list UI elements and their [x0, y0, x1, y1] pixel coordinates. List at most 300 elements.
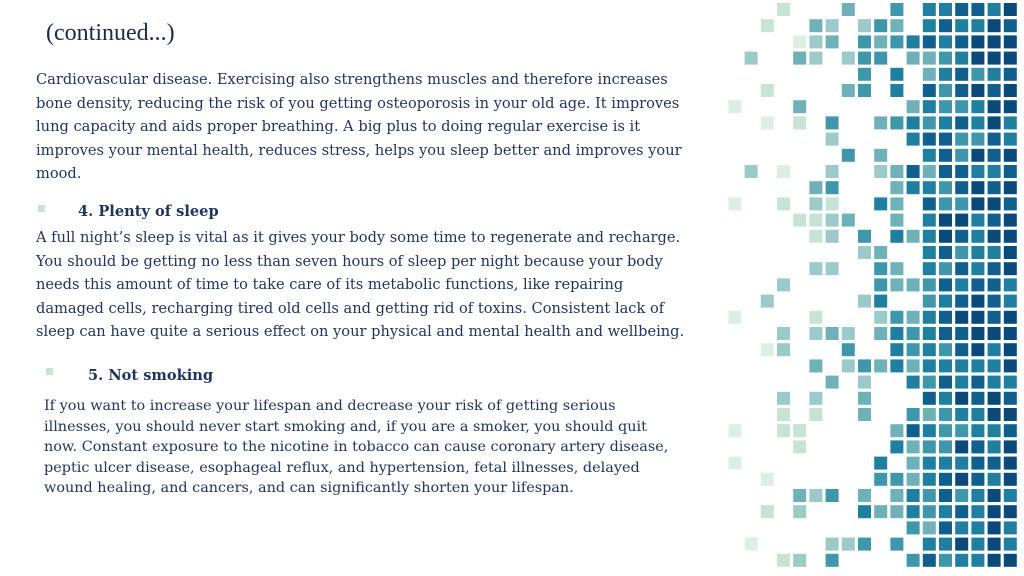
mosaic-tile: [826, 489, 839, 502]
mosaic-tile: [1004, 3, 1017, 16]
mosaic-tile: [907, 100, 920, 113]
mosaic-tile: [1004, 521, 1017, 534]
mosaic-tile: [761, 19, 774, 32]
mosaic-tile: [890, 116, 903, 129]
mosaic-tile: [874, 359, 887, 372]
mosaic-tile: [939, 408, 952, 421]
mosaic-tile: [761, 505, 774, 518]
mosaic-tile: [745, 538, 758, 551]
mosaic-tile: [1004, 538, 1017, 551]
mosaic-tile: [826, 165, 839, 178]
mosaic-tile: [971, 165, 984, 178]
mosaic-tile: [890, 424, 903, 437]
mosaic-tile: [890, 19, 903, 32]
mosaic-tile: [728, 100, 741, 113]
mosaic-tile: [923, 230, 936, 243]
mosaic-tile: [809, 392, 822, 405]
mosaic-tile: [1004, 68, 1017, 81]
mosaic-tile: [907, 376, 920, 389]
mosaic-tile: [793, 100, 806, 113]
mosaic-tile: [907, 554, 920, 567]
mosaic-tile: [809, 19, 822, 32]
mosaic-tile: [939, 165, 952, 178]
mosaic-tile: [955, 505, 968, 518]
mosaic-tile: [939, 181, 952, 194]
mosaic-tile: [955, 457, 968, 470]
mosaic-tile: [761, 84, 774, 97]
mosaic-tile: [1004, 52, 1017, 65]
mosaic-tile: [955, 84, 968, 97]
mosaic-tile: [1004, 84, 1017, 97]
mosaic-tile: [826, 197, 839, 210]
mosaic-tile: [988, 3, 1001, 16]
mosaic-tile: [793, 554, 806, 567]
mosaic-tile: [923, 457, 936, 470]
mosaic-tile: [988, 457, 1001, 470]
mosaic-tile: [955, 473, 968, 486]
mosaic-tile: [890, 538, 903, 551]
mosaic-tile: [955, 116, 968, 129]
mosaic-tile: [826, 230, 839, 243]
mosaic-tile: [971, 376, 984, 389]
mosaic-tile: [907, 116, 920, 129]
mosaic-tile: [923, 35, 936, 48]
mosaic-tile: [939, 538, 952, 551]
mosaic-tile: [971, 295, 984, 308]
mosaic-tile: [826, 19, 839, 32]
mosaic-tile: [826, 554, 839, 567]
mosaic-tile: [923, 3, 936, 16]
mosaic-tile: [907, 181, 920, 194]
mosaic-tile: [988, 376, 1001, 389]
mosaic-tile: [842, 343, 855, 356]
text-line: bone density, reducing the risk of you getting osteoporosis in your old age. It improves: [36, 94, 680, 112]
mosaic-tile: [955, 52, 968, 65]
mosaic-tile: [955, 278, 968, 291]
mosaic-tile: [939, 424, 952, 437]
mosaic-tile: [874, 278, 887, 291]
mosaic-tile: [955, 165, 968, 178]
text-line: illnesses, you should never start smoking and, if you are a smoker, you should quit: [44, 418, 647, 435]
text-line: damaged cells, recharging tired old cells and getting rid of toxins. Consistent lack of: [36, 299, 665, 317]
mosaic-tile: [890, 230, 903, 243]
mosaic-tile: [971, 3, 984, 16]
mosaic-tile: [971, 489, 984, 502]
slide-title: (continued...): [46, 20, 175, 46]
mosaic-tile: [955, 246, 968, 259]
mosaic-tile: [1004, 343, 1017, 356]
mosaic-tile: [923, 311, 936, 324]
mosaic-tile: [809, 230, 822, 243]
mosaic-tile: [955, 133, 968, 146]
mosaic-tile: [907, 278, 920, 291]
mosaic-tile: [793, 489, 806, 502]
mosaic-tile: [907, 52, 920, 65]
mosaic-tile: [971, 457, 984, 470]
mosaic-tile: [890, 181, 903, 194]
mosaic-tile: [777, 424, 790, 437]
mosaic-tile: [939, 376, 952, 389]
mosaic-tile: [890, 197, 903, 210]
mosaic-tile: [971, 311, 984, 324]
mosaic-tile: [1004, 311, 1017, 324]
mosaic-tile: [793, 35, 806, 48]
mosaic-tile: [923, 376, 936, 389]
mosaic-tile: [923, 424, 936, 437]
mosaic-tile: [955, 311, 968, 324]
mosaic-tile: [793, 505, 806, 518]
mosaic-tile: [874, 505, 887, 518]
mosaic-tile: [923, 19, 936, 32]
mosaic-tile: [809, 214, 822, 227]
mosaic-tile: [1004, 149, 1017, 162]
mosaic-tile: [923, 440, 936, 453]
mosaic-tile: [923, 68, 936, 81]
mosaic-tile: [826, 327, 839, 340]
mosaic-tile: [907, 327, 920, 340]
mosaic-tile: [728, 197, 741, 210]
mosaic-tile: [923, 554, 936, 567]
mosaic-tile: [939, 84, 952, 97]
mosaic-tile: [923, 359, 936, 372]
mosaic-tile: [988, 489, 1001, 502]
mosaic-tile: [761, 473, 774, 486]
mosaic-tile: [923, 278, 936, 291]
mosaic-tile: [1004, 133, 1017, 146]
text-line: Cardiovascular disease. Exercising also strengthens muscles and therefore increases: [36, 71, 668, 88]
mosaic-tile: [939, 521, 952, 534]
mosaic-tile: [809, 262, 822, 275]
mosaic-tile: [874, 165, 887, 178]
mosaic-tile: [939, 278, 952, 291]
mosaic-tile: [1004, 473, 1017, 486]
mosaic-tile: [826, 538, 839, 551]
mosaic-tile: [890, 262, 903, 275]
square-bullet-icon: [38, 205, 45, 212]
mosaic-tile: [745, 52, 758, 65]
text-line: improves your mental health, reduces stress, helps you sleep better and improves your: [36, 141, 682, 159]
mosaic-tile: [939, 295, 952, 308]
mosaic-tile: [939, 19, 952, 32]
mosaic-tile: [907, 505, 920, 518]
mosaic-tile: [809, 181, 822, 194]
mosaic-tile: [988, 440, 1001, 453]
mosaic-tile: [890, 84, 903, 97]
mosaic-tile: [793, 116, 806, 129]
mosaic-tile: [858, 408, 871, 421]
mosaic-tile: [955, 327, 968, 340]
mosaic-tile: [988, 52, 1001, 65]
mosaic-tile: [955, 181, 968, 194]
mosaic-tile: [971, 116, 984, 129]
mosaic-tile: [745, 165, 758, 178]
mosaic-tile: [988, 343, 1001, 356]
mosaic-tile: [858, 295, 871, 308]
mosaic-tile: [939, 392, 952, 405]
mosaic-tile: [842, 3, 855, 16]
mosaic-tile: [971, 262, 984, 275]
mosaic-tile: [809, 197, 822, 210]
mosaic-tile: [874, 311, 887, 324]
mosaic-tile: [955, 392, 968, 405]
mosaic-tile: [1004, 457, 1017, 470]
mosaic-tile: [858, 230, 871, 243]
mosaic-tile: [939, 68, 952, 81]
mosaic-tile: [939, 133, 952, 146]
mosaic-tile: [988, 327, 1001, 340]
mosaic-tile: [971, 214, 984, 227]
mosaic-tile: [728, 457, 741, 470]
mosaic-tile: [826, 262, 839, 275]
mosaic-tile: [793, 440, 806, 453]
mosaic-tile: [1004, 116, 1017, 129]
mosaic-tile: [907, 408, 920, 421]
mosaic-tile: [939, 440, 952, 453]
mosaic-tile: [890, 35, 903, 48]
mosaic-tile: [971, 343, 984, 356]
mosaic-tile: [1004, 100, 1017, 113]
text-line: sleep can have quite a serious effect on your physical and mental health and wellbeing.: [36, 323, 685, 341]
mosaic-tile: [874, 246, 887, 259]
mosaic-tile: [728, 311, 741, 324]
mosaic-tile: [971, 19, 984, 32]
mosaic-tile: [971, 149, 984, 162]
mosaic-tile: [809, 489, 822, 502]
mosaic-tile: [777, 165, 790, 178]
mosaic-tile: [955, 100, 968, 113]
mosaic-tile: [907, 230, 920, 243]
mosaic-tile: [988, 408, 1001, 421]
mosaic-tile: [826, 133, 839, 146]
mosaic-tile: [923, 392, 936, 405]
mosaic-tile: [939, 311, 952, 324]
mosaic-tile: [874, 327, 887, 340]
mosaic-tile: [777, 3, 790, 16]
square-bullet-icon: [46, 368, 53, 375]
mosaic-tile: [858, 246, 871, 259]
mosaic-tile: [890, 473, 903, 486]
mosaic-tile: [955, 538, 968, 551]
mosaic-tile: [809, 311, 822, 324]
mosaic-tile: [777, 327, 790, 340]
mosaic-tile: [955, 359, 968, 372]
mosaic-tile: [907, 521, 920, 534]
mosaic-tile: [939, 214, 952, 227]
mosaic-tile: [955, 197, 968, 210]
mosaic-tile: [955, 262, 968, 275]
mosaic-tile: [777, 554, 790, 567]
mosaic-tile: [858, 376, 871, 389]
mosaic-tile: [890, 359, 903, 372]
mosaic-tile: [971, 538, 984, 551]
mosaic-tile: [858, 19, 871, 32]
mosaic-tile: [777, 197, 790, 210]
text-line: lung capacity and aids proper breathing. A big plus to doing regular exercise is it: [36, 118, 641, 136]
mosaic-tile: [955, 521, 968, 534]
mosaic-tile: [761, 116, 774, 129]
mosaic-tile: [1004, 197, 1017, 210]
mosaic-tile: [858, 392, 871, 405]
mosaic-tile: [809, 359, 822, 372]
mosaic-tile: [955, 68, 968, 81]
mosaic-tile: [907, 165, 920, 178]
mosaic-tile: [907, 35, 920, 48]
mosaic-tile: [939, 116, 952, 129]
mosaic-tile: [939, 149, 952, 162]
mosaic-tile: [988, 538, 1001, 551]
mosaic-tile: [1004, 214, 1017, 227]
mosaic-tile: [923, 327, 936, 340]
mosaic-tile: [793, 424, 806, 437]
mosaic-tile: [971, 359, 984, 372]
mosaic-tile: [1004, 181, 1017, 194]
mosaic-tile: [988, 278, 1001, 291]
mosaic-tile: [890, 440, 903, 453]
mosaic-tile: [1004, 246, 1017, 259]
mosaic-tile: [1004, 440, 1017, 453]
mosaic-tile: [971, 197, 984, 210]
mosaic-tile: [955, 489, 968, 502]
mosaic-tile: [793, 52, 806, 65]
mosaic-tile: [858, 538, 871, 551]
text-line: A full night’s sleep is vital as it gives your body some time to regenerate and recharge.: [36, 229, 681, 246]
mosaic-tile: [1004, 554, 1017, 567]
mosaic-tile: [955, 295, 968, 308]
mosaic-tile: [793, 214, 806, 227]
mosaic-tile: [907, 440, 920, 453]
text-line: If you want to increase your lifespan and decrease your risk of getting serious: [44, 398, 616, 414]
mosaic-tile: [826, 116, 839, 129]
mosaic-tile: [923, 538, 936, 551]
mosaic-tile: [874, 457, 887, 470]
mosaic-tile: [923, 521, 936, 534]
mosaic-tile: [939, 197, 952, 210]
mosaic-tile: [988, 311, 1001, 324]
mosaic-tile: [1004, 35, 1017, 48]
mosaic-tile: [955, 408, 968, 421]
mosaic-tile: [923, 52, 936, 65]
mosaic-tile: [777, 343, 790, 356]
mosaic-tile: [939, 554, 952, 567]
mosaic-tile: [955, 19, 968, 32]
mosaic-tile: [923, 197, 936, 210]
mosaic-tile: [826, 214, 839, 227]
mosaic-tile: [988, 392, 1001, 405]
mosaic-tile: [971, 392, 984, 405]
mosaic-tile: [761, 295, 774, 308]
text-line: mood.: [36, 165, 82, 183]
mosaic-tile: [971, 84, 984, 97]
mosaic-tile: [939, 457, 952, 470]
mosaic-tile: [988, 262, 1001, 275]
mosaic-tile: [971, 246, 984, 259]
mosaic-tile: [1004, 230, 1017, 243]
mosaic-tile: [955, 440, 968, 453]
mosaic-tile: [971, 554, 984, 567]
mosaic-tile: [890, 214, 903, 227]
mosaic-tile: [939, 230, 952, 243]
mosaic-tile: [971, 505, 984, 518]
mosaic-tile: [971, 327, 984, 340]
mosaic-tile: [890, 68, 903, 81]
mosaic-tile: [988, 133, 1001, 146]
mosaic-tile: [728, 424, 741, 437]
mosaic-tile: [988, 521, 1001, 534]
mosaic-tile: [1004, 505, 1017, 518]
mosaic-tile: [1004, 392, 1017, 405]
mosaic-tile: [988, 100, 1001, 113]
mosaic-tile: [988, 68, 1001, 81]
mosaic-tile: [971, 133, 984, 146]
mosaic-tile: [842, 327, 855, 340]
text-line: wound healing, and cancers, and can significantly shorten your lifespan.: [44, 480, 574, 496]
mosaic-tile: [955, 376, 968, 389]
mosaic-tile: [923, 181, 936, 194]
mosaic-tile: [842, 214, 855, 227]
text-line: peptic ulcer disease, esophageal reflux, and hypertension, fetal illnesses, delayed: [44, 459, 640, 476]
mosaic-tile: [907, 133, 920, 146]
mosaic-tile: [826, 35, 839, 48]
mosaic-tile: [1004, 359, 1017, 372]
mosaic-tile: [939, 35, 952, 48]
mosaic-tile: [858, 359, 871, 372]
mosaic-tile: [923, 343, 936, 356]
mosaic-tile: [874, 473, 887, 486]
mosaic-tile: [939, 489, 952, 502]
mosaic-tile: [890, 489, 903, 502]
mosaic-tile: [955, 554, 968, 567]
mosaic-tile: [761, 343, 774, 356]
mosaic-tile: [988, 505, 1001, 518]
mosaic-tile: [890, 278, 903, 291]
mosaic-tile: [907, 311, 920, 324]
mosaic-tile: [955, 35, 968, 48]
mosaic-tile: [988, 554, 1001, 567]
heading-plenty-of-sleep: 4. Plenty of sleep: [78, 203, 219, 220]
mosaic-tile: [971, 440, 984, 453]
mosaic-tile: [923, 116, 936, 129]
mosaic-tile: [1004, 19, 1017, 32]
mosaic-tile: [874, 35, 887, 48]
mosaic-tile: [939, 246, 952, 259]
mosaic-tile: [923, 246, 936, 259]
mosaic-tile: [890, 505, 903, 518]
mosaic-tile: [955, 3, 968, 16]
mosaic-tile: [971, 424, 984, 437]
mosaic-tile: [923, 84, 936, 97]
mosaic-tile: [1004, 295, 1017, 308]
mosaic-tile: [939, 327, 952, 340]
mosaic-tile: [988, 246, 1001, 259]
mosaic-tile: [1004, 408, 1017, 421]
text-line: You should be getting no less than seven hours of sleep per night because your body: [36, 252, 663, 270]
mosaic-tile: [939, 262, 952, 275]
mosaic-tile: [907, 343, 920, 356]
mosaic-tile: [777, 278, 790, 291]
mosaic-tile: [858, 84, 871, 97]
mosaic-tile: [826, 181, 839, 194]
mosaic-tile: [874, 262, 887, 275]
mosaic-tile: [842, 84, 855, 97]
mosaic-tile: [858, 35, 871, 48]
mosaic-tile: [923, 505, 936, 518]
mosaic-tile: [809, 52, 822, 65]
mosaic-tile: [923, 262, 936, 275]
text-line: now. Constant exposure to the nicotine in tobacco can cause coronary artery disease,: [44, 439, 669, 455]
mosaic-tile: [988, 230, 1001, 243]
mosaic-tile: [923, 473, 936, 486]
mosaic-tile: [971, 408, 984, 421]
